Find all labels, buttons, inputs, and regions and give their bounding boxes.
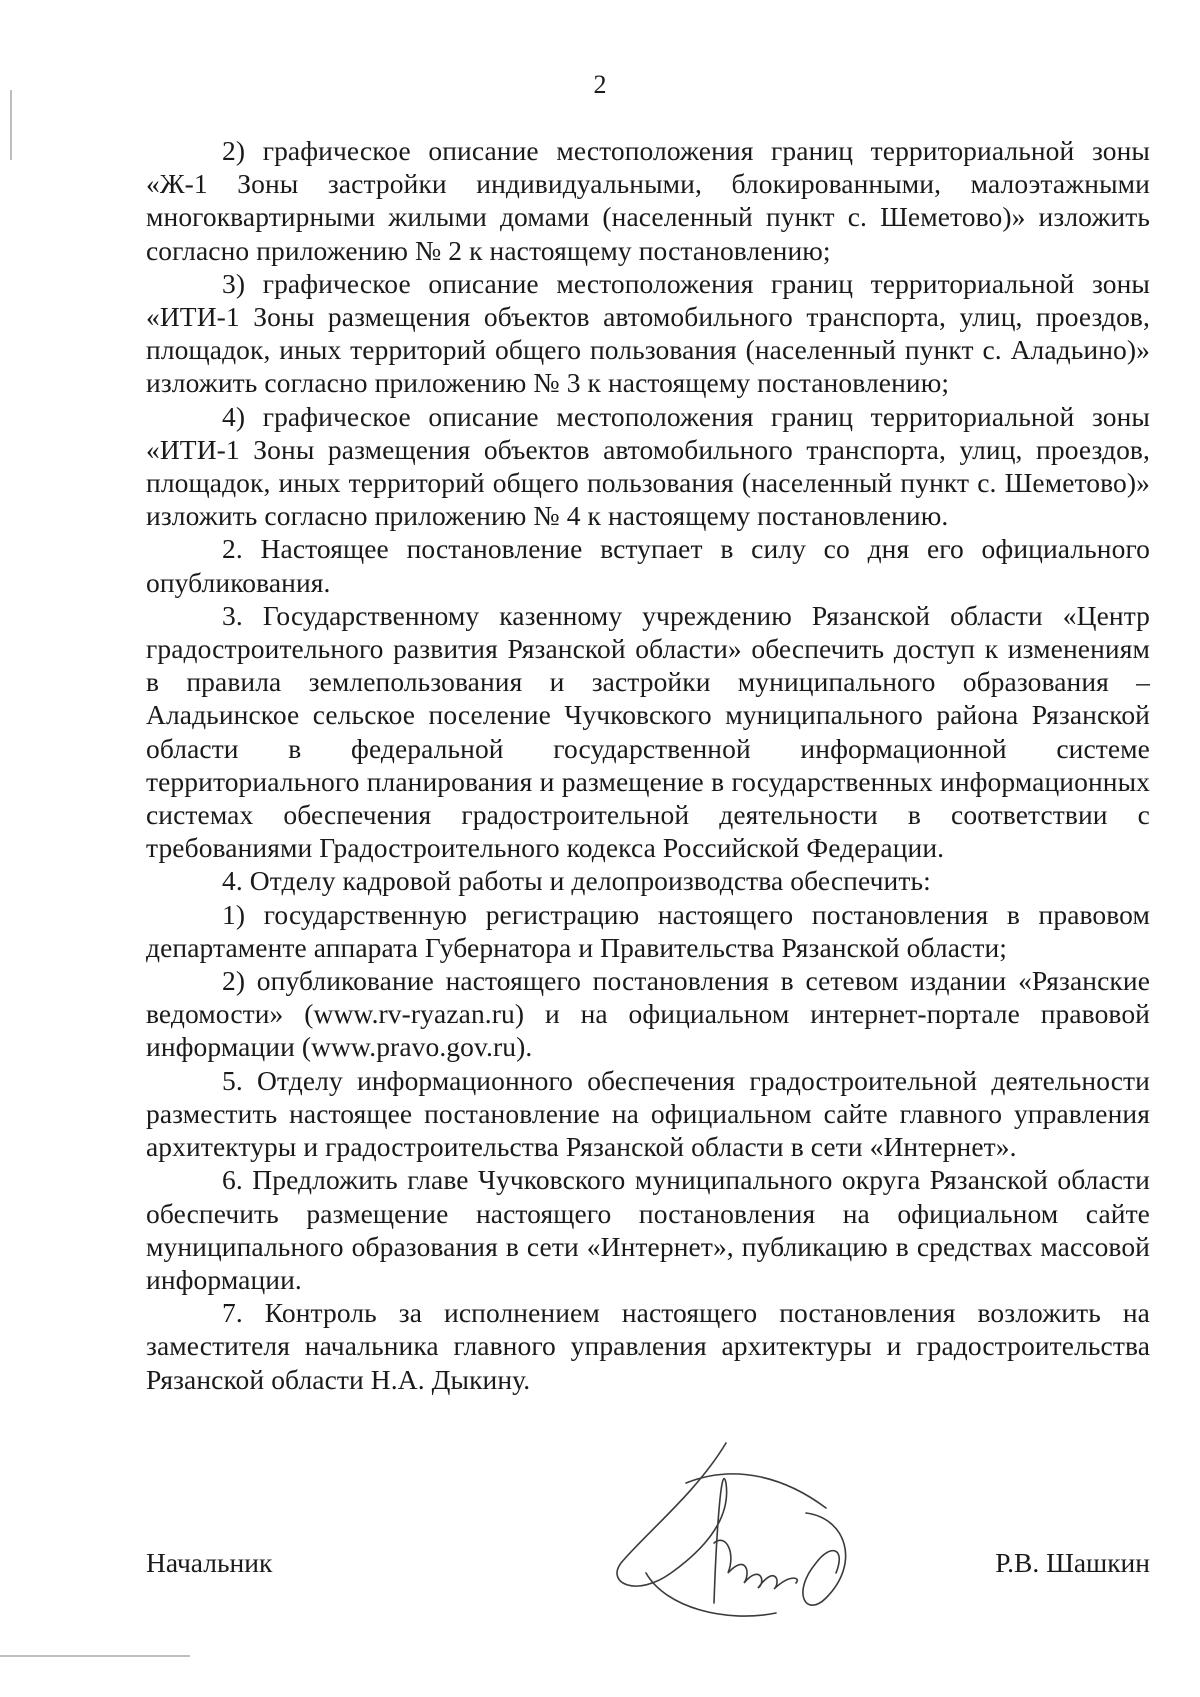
handwritten-signature [576,1423,876,1633]
paragraph-6-municipal-head: 6. Предложить главе Чучковского муниципального округа Рязанской области обеспечить размещение настоящего постановления на официальном сайте муниципального образования в сети «Интернет», публикацию в средствах массовой информации. [146,1164,1150,1295]
paragraph-item-3-appendix-3: 3) графическое описание местоположения границ территориальной зоны «ИТИ-1 Зоны размещения объектов автомобильного транспорта, улиц, проездов, площадок, иных территорий общего пользования (населенный пункт с. Аладьино)» изложить согласно приложению № 3 к настоящему постановлению; [146,267,1150,399]
paragraph-4-2-publication: 2) опубликование настоящего постановления в сетевом издании «Рязанские ведомости» (www.rv-ryazan.ru) и на официальном интернет-портале правовой информации (www.pravo.gov.ru). [146,965,1150,1063]
paragraph-item-4-appendix-4: 4) графическое описание местоположения границ территориальной зоны «ИТИ-1 Зоны размещения объектов автомобильного транспорта, улиц, проездов, площадок, иных территорий общего пользования (населенный пункт с. Шеметово)» изложить согласно приложению № 4 к настоящему постановлению. [146,400,1150,532]
scan-margin-mark-bottom [0,1655,190,1657]
paragraph-4-hr-department: 4. Отделу кадровой работы и делопроизводства обеспечить: [222,865,931,897]
paragraph-2-effective-date: 2. Настоящее постановление вступает в силу со дня его официального опубликования. [146,533,1150,598]
page-number: 2 [593,70,607,99]
signature-block [146,1533,1150,1593]
signer-name: Р.В. Шашкин [995,1547,1150,1578]
paragraph-7-control: 7. Контроль за исполнением настоящего постановления возложить на заместителя начальника главного управления архитектуры и градостроительства Рязанской области Н.А. Дыкину. [146,1297,1150,1395]
scan-margin-mark-top [10,90,12,160]
paragraph-item-2-appendix-2: 2) графическое описание местоположения границ территориальной зоны «Ж-1 Зоны застройки индивидуальными, блокированными, малоэтажными многоквартирными жилыми домами (населенный пункт с. Шеметово)» изложить согласно приложению № 2 к настоящему постановлению; [146,135,1150,266]
paragraph-3-access: 3. Государственному казенному учреждению Рязанской области «Центр градостроительного развития Рязанской области» обеспечить доступ к изменениям в правила землепользования и застройки муниципального образования – Аладьинское сельское поселение Чучковского муниципального района Рязанской области в федеральной государственной информационной системе территориального планирования и размещение в государственных информационных системах обеспечения градостроительной деятельности в соответствии с требованиями Градостроительного кодекса Российской Федерации. [146,599,1150,864]
paragraph-4-1-registration: 1) государственную регистрацию настоящего постановления в правовом департаменте аппарата Губернатора и Правительства Рязанской области; [146,898,1150,963]
document-body [146,134,1150,1396]
paragraph-5-information-department: 5. Отделу информационного обеспечения градостроительной деятельности разместить настоящее постановление на официальном сайте главного управления архитектуры и градостроительства Рязанской области в сети «Интернет». [146,1064,1150,1163]
signer-title: Начальник [146,1547,273,1578]
